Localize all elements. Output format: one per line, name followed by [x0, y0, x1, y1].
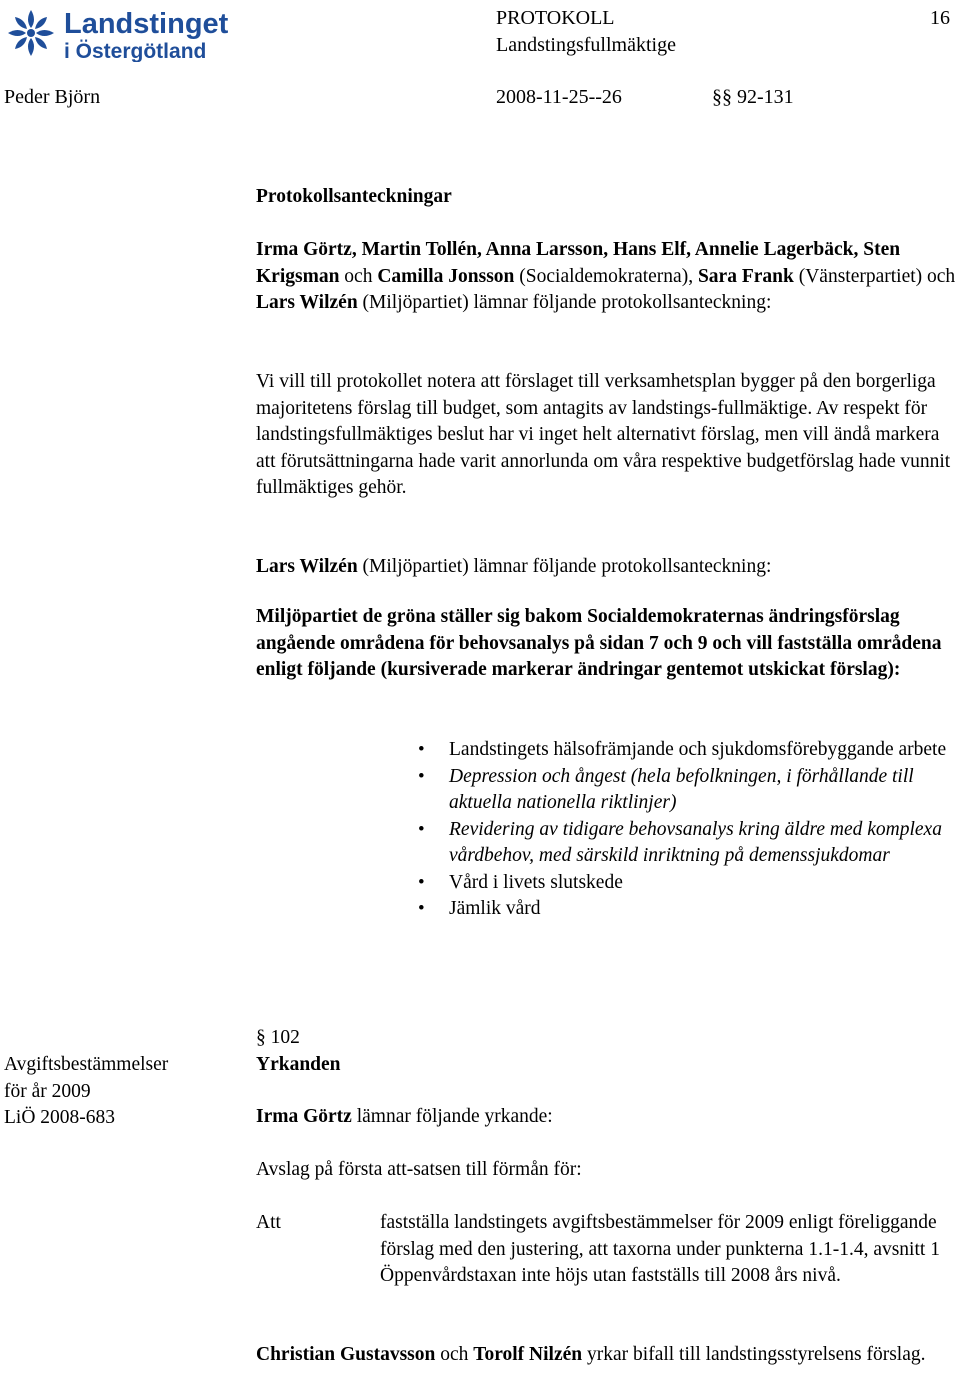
logo-text-line2: i Östergötland	[64, 40, 207, 62]
bullet-list	[256, 737, 960, 923]
person-names: Sara Frank	[697, 265, 794, 287]
statement-text: Vi vill till protokollet notera att förslaget till verksamhetsplan bygger på den borgerliga majoritetens förslag till budget, som antagits av landstings-fullmäktige. Av respekt för landstingsfullmäktiges beslut har vi inget helt alternativt förslag, men vill ändå markera att förutsättningarna hade varit annorlunda om våra respektive budgetförslag hade vunnit fullmäktiges gehör.	[256, 371, 951, 498]
paragraph-102	[256, 1025, 960, 1078]
gortz-rest: lämnar följande yrkande:	[351, 1106, 553, 1127]
intro-run: (Miljöpartiet) lämnar följande protokollsanteckning:	[357, 292, 772, 313]
bullet-icon: •	[418, 898, 425, 919]
person-name: Torolf Nilzén	[473, 1344, 583, 1365]
statement-paragraph	[256, 369, 960, 502]
person-names: Lars Wilzén	[256, 292, 358, 313]
person-names: Camilla Jonsson	[377, 265, 515, 287]
document-subtitle: Landstingsfullmäktige	[496, 34, 676, 56]
list-item-text: Landstingets hälsofrämjande och sjukdomsförebyggande arbete	[449, 739, 947, 760]
bullet-icon: •	[418, 871, 425, 893]
list-item-text: Jämlik vård	[449, 898, 541, 919]
side-caption-line2: för år 2009	[4, 1080, 91, 1102]
att-label: Att	[256, 1212, 281, 1233]
side-caption	[4, 1052, 234, 1132]
intro-paragraph	[256, 237, 960, 317]
meeting-date: 2008-11-25--26	[496, 86, 622, 108]
bifall-paragraph	[256, 1342, 960, 1369]
list-item	[256, 896, 960, 923]
person-name: Lars Wilzén	[256, 556, 358, 577]
avslag-text: Avslag på första att-satsen till förmån för:	[256, 1159, 582, 1180]
section-heading: Protokollsanteckningar	[256, 186, 452, 207]
yrkanden-heading: Yrkanden	[256, 1053, 341, 1075]
intro-text	[256, 237, 960, 317]
paragraph-range: §§ 92-131	[712, 86, 794, 108]
bullet-icon: •	[418, 818, 425, 840]
secretary-name: Peder Björn	[4, 86, 101, 108]
side-caption-line3: LiÖ 2008-683	[4, 1107, 116, 1128]
intro-run: (Socialdemokraterna),	[514, 265, 698, 287]
avslag-paragraph	[256, 1157, 960, 1184]
intro-run: och	[339, 265, 378, 287]
list-item	[256, 764, 960, 817]
list-item	[256, 817, 960, 870]
landstinget-logo-mark	[4, 4, 240, 62]
paragraph-number: § 102	[256, 1027, 300, 1048]
bullet-list-container	[256, 737, 960, 923]
mp-statement-paragraph	[256, 604, 960, 684]
section-protokollsanteckningar	[256, 184, 960, 211]
list-item-text: Vård i livets slutskede	[449, 871, 623, 893]
person-names: Irma Görtz, Martin Tollén, Anna Larsson, Hans Elf, Annelie Lagerbäck, Sten Krigsman	[256, 239, 901, 287]
document-title: PROTOKOLL	[496, 7, 615, 29]
conjunction: och	[435, 1344, 474, 1365]
mp-statement-text: Miljöpartiet de gröna ställer sig bakom Socialdemokraternas ändringsförslag angående områdena för behovsanalys på sidan 7 och 9 och vill fastställa områdena enligt följande (kursiverade markerar ändringar gentemot utskickat förslag):	[256, 606, 942, 680]
side-caption-line1: Avgiftsbestämmelser	[4, 1054, 169, 1075]
gortz-paragraph	[256, 1104, 960, 1131]
logo-text-line1: Landstinget	[64, 8, 229, 40]
landstinget-logo	[4, 4, 240, 62]
att-text: fastställa landstingets avgiftsbestämmelser för 2009 enligt föreliggande förslag med den justering, att taxorna under punkterna 1.1-1.4, avsnitt 1 Öppenvårdstaxan inte höjs utan fastställs till 2008 års nivå.	[380, 1212, 940, 1286]
list-item	[256, 870, 960, 897]
person-name: Irma Görtz	[256, 1106, 352, 1127]
list-item-text: Revidering av tidigare behovsanalys kring äldre med komplexa vårdbehov, med särskild inriktning på demenssjukdomar	[449, 818, 942, 866]
page-number: 16	[930, 7, 950, 29]
bullet-icon: •	[418, 739, 425, 760]
bullet-icon: •	[418, 765, 425, 787]
person-name: Christian Gustavsson	[256, 1344, 436, 1365]
wilzen-rest: (Miljöpartiet) lämnar följande protokollsanteckning:	[357, 556, 772, 577]
wilzen-paragraph	[256, 554, 960, 581]
bifall-rest: yrkar bifall till landstingsstyrelsens förslag.	[582, 1344, 926, 1365]
list-item	[256, 737, 960, 764]
intro-run: (Vänsterpartiet) och	[793, 265, 956, 287]
list-item-text: Depression och ångest (hela befolkningen, i förhållande till aktuella nationella riktlinjer)	[449, 765, 914, 813]
